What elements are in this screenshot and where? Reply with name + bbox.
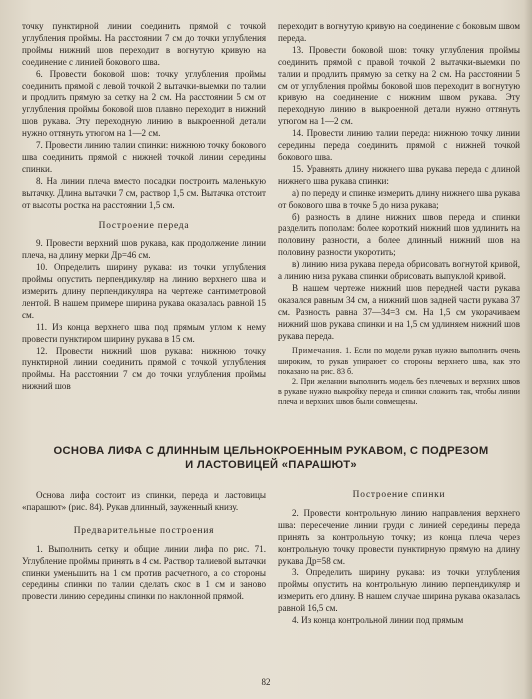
left-column-top	[22, 21, 266, 393]
paragraph: 6. Провести боковой шов: точку углубления проймы соединить прямой с левой точкой 2 вытачки-выемки по талии и продлить прямую за сетку на 2 см. На расстоянии 5 см от углубления проймы боковой шов плавно переходит в нижний шов рукава. Эту переходную линию в выкроенной детали нужно оттянуть утюгом на 1—2 см.	[22, 68, 266, 139]
paragraph: В нашем чертеже нижний шов передней части рукава оказался равным 34 см, а нижний шов задней части рукава 37 см. Разность равна 37—34=3 см. На 1,5 см укорачиваем нижний шов рукава спинки и на 1,5 см удлиняем нижний шов рукава переда.	[278, 282, 520, 341]
paragraph: а) по переду и спинке измерить длину нижнего шва рукава от бокового шва в точке 5 до низа рукава;	[278, 187, 520, 210]
notes-label: Примечания.	[292, 346, 343, 356]
right-column-top	[278, 21, 520, 408]
paragraph: 11. Из конца верхнего шва под прямым углом к нему провести пунктиром ширину рукава в 15 см.	[22, 321, 266, 344]
paragraph: 8. На линии плеча вместо посадки построить маленькую вытачку. Длина вытачки 7 см, раствор 1,5 см. Вытачка отстоит от высоты ростка на расстоянии 1,5 см.	[22, 175, 266, 210]
page-edge-shadow	[524, 0, 532, 699]
note: 2. При желании выполнить модель без плечевых и верхних швов в рукаве нужно выкройку переда и спинки сложить так, чтобы линии плеча и верхних швов были совмещены.	[278, 377, 520, 407]
paragraph: в) линию низа рукава переда обрисовать вогнутой кривой, а линию низа рукава спинки обрисовать выпуклой кривой.	[278, 259, 520, 282]
paragraph: 15. Уравнять длину нижнего шва рукава переда с длиной нижнего шва рукава спинки:	[278, 163, 520, 186]
paragraph: 4. Из конца контрольной линии под прямым	[292, 615, 464, 626]
paragraph: 14. Провести линию талии переда: нижнюю точку линии середины переда соединить прямой с нижней точкой бокового шва.	[278, 128, 520, 162]
paragraph: Основа лифа состоит из спинки, переда и ластовицы «парашют» (рис. 84). Рукав длинный, зауженный книзу.	[22, 490, 266, 512]
paragraph: 9. Провести верхний шов рукава, как продолжение линии плеча, на длину мерки Др=46 см.	[22, 238, 266, 261]
subheading-front: Построение переда	[98, 220, 190, 231]
note: 1. Если по модели рукав нужно выполнить очень широким, то рукав упираюет со стороны верхнего шва, как это показано на рис. 83 б.	[278, 346, 520, 376]
paragraph: 12. Провести нижний шов рукава: нижнюю точку пунктирной линии соединить прямой с точкой углубления проймы. На расстоянии 7 см до точки углубления проймы нижний шов	[22, 345, 266, 392]
paragraph: 2. Провести контрольную линию направления верхнего шва: пересечение линии груди с линией середины переда принять за контрольную точку; из конца плеча через контрольную точку провести пунктирную прямую на длину рукава Др=58 см.	[278, 507, 520, 566]
paragraph: 10. Определить ширину рукава: из точки углубления проймы опустить перпендикуляр на линию верхнего шва и измерить длину перпендикуляра на чертеже сантиметровой лентой. В нашем примере ширина рукава оказалась равной 15 см.	[22, 262, 266, 320]
page-number: 82	[261, 677, 271, 687]
paragraph: 7. Провести линию талии спинки: нижнюю точку бокового шва соединить прямой с нижней точкой линии середины спинки.	[22, 140, 266, 174]
subheading-preliminary: Предварительные построения	[73, 525, 215, 536]
paragraph: 13. Провести боковой шов: точку углубления проймы соединить прямой с правой точкой 2 вытачки-выемки по талии и продлить прямую за сетку на 2 см. На расстоянии 5 см от углубления проймы боковой шов переходит в вогнутую кривую на соединение с нижним швом рукава. Эту переходную линию в выкроенной детали нужно оттянуть утюгом на 1—2 см.	[278, 44, 520, 127]
notes-block	[278, 346, 520, 407]
paragraph: 1. Выполнить сетку и общие линии лифа по рис. 71. Углубление проймы принять в 4 см. Раствор талиевой вытачки спинки уменьшить на 1 см против расчетного, а со стороны середины спинки по талии сделать скос в 1 см и заново провести линию середины спинки по наклонной прямой.	[22, 543, 266, 602]
subheading-back: Построение спинки	[352, 490, 446, 500]
section-title	[22, 444, 520, 472]
left-column-bottom	[22, 490, 266, 603]
section-title-line1: ОСНОВА ЛИФА С ДЛИННЫМ ЦЕЛЬНОКРОЕННЫМ РУКАВОМ, С ПОДРЕЗОМ	[53, 445, 489, 457]
section-title-line2: И ЛАСТОВИЦЕЙ «ПАРАШЮТ»	[185, 459, 357, 471]
paragraph: точку пунктирной линии соединить прямой с точкой углубления проймы. На расстоянии 7 см до точки углубления проймы нижний шов переходит в вогнутую кривую на соединение с линией бокового шва.	[22, 21, 266, 67]
paragraph: 3. Определить ширину рукава: из точки углубления проймы опустить на контрольную линию перпендикуляр и измерить его длину. В нашем случае ширина рукава оказалась равной 16,5 см.	[278, 567, 520, 614]
right-column-bottom	[278, 490, 520, 627]
paragraph: переходит в вогнутую кривую на соединение с боковым швом переда.	[278, 21, 520, 43]
paragraph: б) разность в длине нижних швов переда и спинки разделить пополам: более короткий нижний шов удлинить на половину разности, а более длинный нижний шов на половину разности укоротить;	[278, 211, 520, 258]
